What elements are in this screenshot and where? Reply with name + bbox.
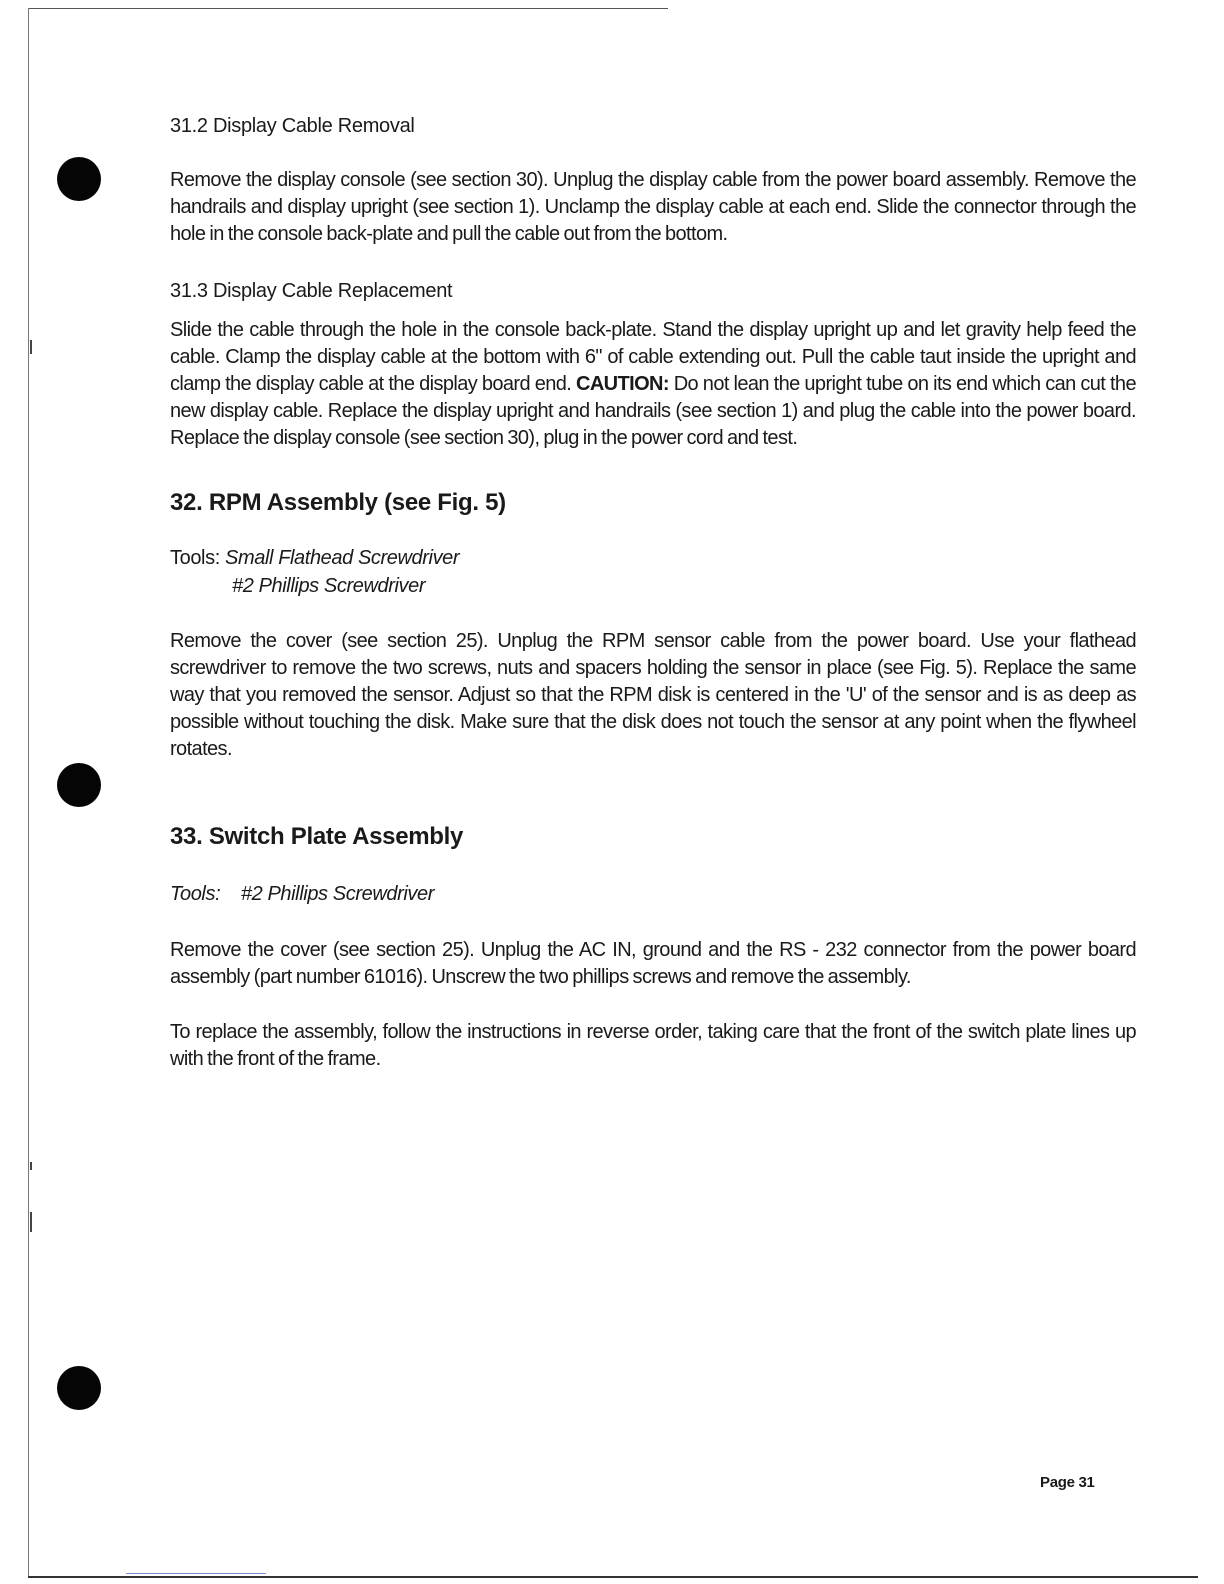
section-31-3-body-before: Slide the cable through the hole in the console back-plate. Stand the display upright up and let gravity help feed the cable. Clamp the display cable at the bottom with 6" of cable extending out. Pull the cable taut inside the upright and clamp the display cable at the display board end. [170,319,1136,395]
section-32-tools [170,544,1136,600]
section-31-2-body-block [170,167,1136,248]
scan-tick [30,340,32,354]
section-33-body-2: To replace the assembly, follow the instructions in reverse order, taking care that the front of the switch plate lines up with the front of the frame. [170,1021,1136,1070]
section-31-3-body [170,317,1136,452]
section-31-2-heading: 31.2 Display Cable Removal [170,115,415,137]
scan-edge-bottom [28,1576,1198,1578]
tools-line [170,544,1136,572]
tools-label: Tools: [170,883,221,905]
binder-hole-middle [57,763,101,807]
caution-label: CAUTION: [576,373,669,395]
tools-label: Tools: [170,547,220,569]
scan-edge-left [28,8,29,1578]
section-31-3-body-block [170,317,1136,452]
section-31-3-body-after: Do not lean the upright tube on its end which can cut the new display cable. Replace the display upright and handrails (see section 1) and plug the cable into the power board. Replace the display console (see section 30), plug in the power cord and test. [170,373,1136,449]
section-33-body-2-block [170,1019,1136,1073]
section-32-body: Remove the cover (see section 25). Unplug the RPM sensor cable from the power board. Use your flathead screwdriver to remove the two screws, nuts and spacers holding the sensor in place (see Fig. 5). Replace the same way that you removed the sensor. Adjust so that the RPM disk is centered in the 'U' of the sensor and is as deep as possible without touching the disk. Make sure that the disk does not touch the sensor at any point when the flywheel rotates. [170,630,1136,760]
tool-item: #2 Phillips Screwdriver [240,883,434,905]
scan-edge-top [28,8,668,9]
binder-hole-bottom [57,1366,101,1410]
section-32-body-block [170,628,1136,763]
section-31-2-body: Remove the display console (see section 30). Unplug the display cable from the power board assembly. Remove the handrails and display upright (see section 1). Unclamp the display cable at each end. Slide the connector through the hole in the console back-plate and pull the cable out from the bottom. [170,169,1136,245]
page-number: Page 31 [1040,1474,1095,1491]
tools-line [170,880,1136,908]
section-33-body-1: Remove the cover (see section 25). Unplug the AC IN, ground and the RS - 232 connector from the power board assembly (part number 61016). Unscrew the two phillips screws and remove the assembly. [170,939,1136,988]
scan-mark-blue [126,1573,266,1574]
tool-item: Small Flathead Screwdriver [225,547,460,569]
section-31-3-heading: 31.3 Display Cable Replacement [170,280,453,302]
section-33-heading: 33. Switch Plate Assembly [170,823,464,850]
tool-item: #2 Phillips Screwdriver [232,575,426,597]
section-31-3 [170,278,1136,305]
scan-tick [30,1212,32,1232]
section-31-2 [170,113,1136,140]
section-33 [170,822,1136,852]
tools-line [170,572,1136,600]
section-33-body-1-block [170,937,1136,991]
section-32 [170,488,1136,518]
section-32-heading: 32. RPM Assembly (see Fig. 5) [170,489,506,516]
section-33-tools [170,880,1136,908]
binder-hole-top [57,157,101,201]
scan-tick [30,1162,32,1170]
